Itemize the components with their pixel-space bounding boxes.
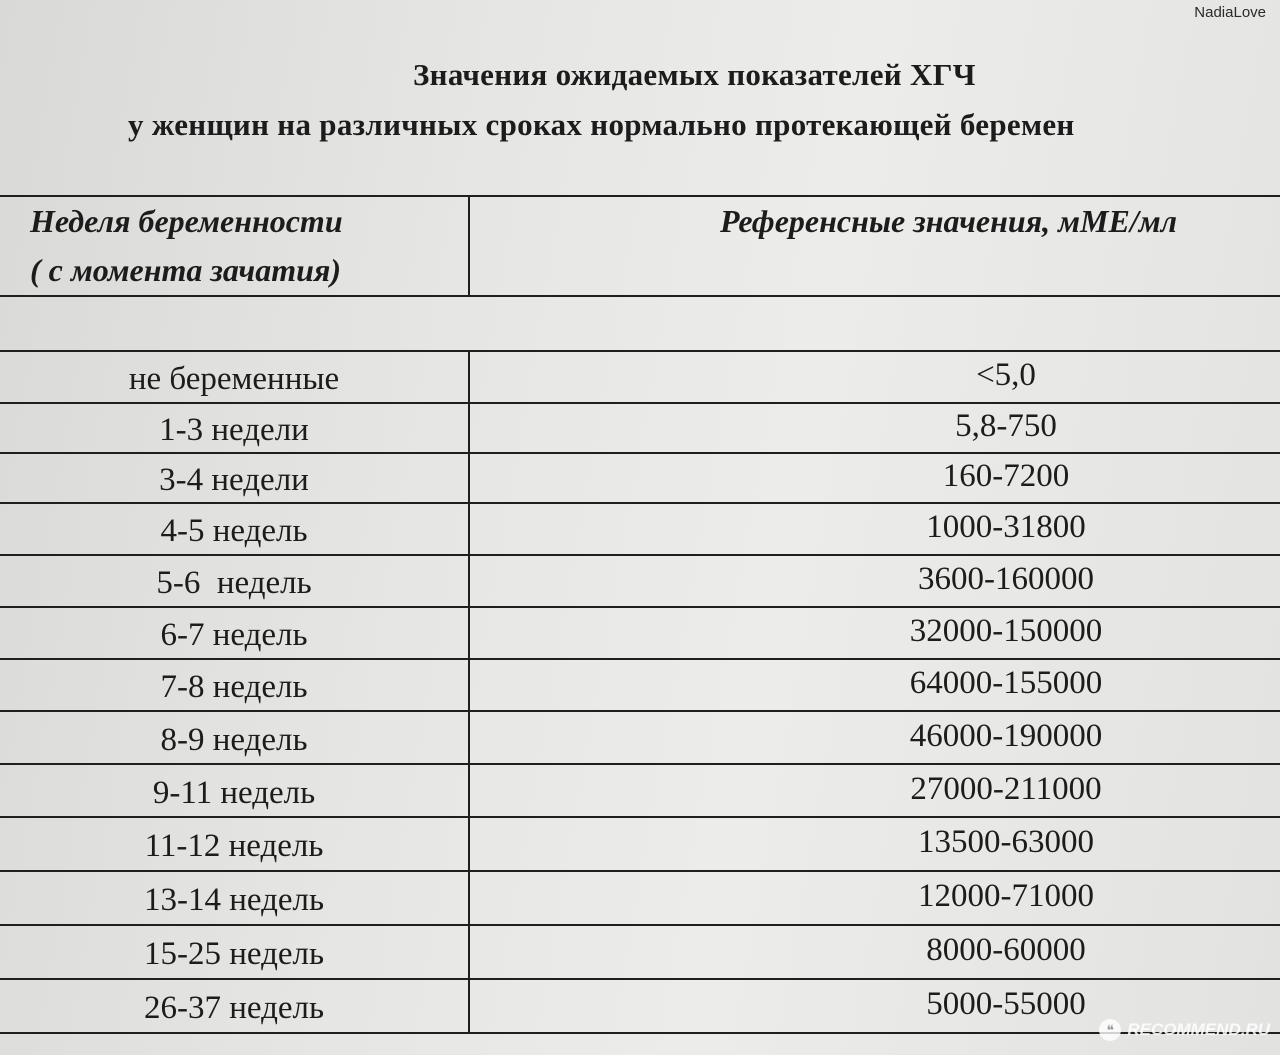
body-top-border <box>0 350 1280 352</box>
table-cell-value: 160-7200 <box>942 458 1070 494</box>
table-top-border <box>0 195 1280 197</box>
header-column-divider <box>468 195 470 297</box>
table-row-border <box>0 978 1280 980</box>
column-header-reference: Референсные значения, мМЕ/мл <box>720 203 1178 239</box>
recommend-logo-icon: ❝ <box>1099 1019 1121 1041</box>
header-bottom-border <box>0 295 1280 297</box>
table-cell-week: 26-37 недель <box>143 990 325 1026</box>
table-row-border <box>0 870 1280 872</box>
table-cell-value: 13500-63000 <box>918 824 1094 860</box>
table-cell-week: 6-7 недель <box>160 617 308 653</box>
table-row-border <box>0 658 1280 660</box>
table-cell-week: 11-12 недель <box>144 828 324 864</box>
table-cell-value: 27000-211000 <box>910 770 1102 807</box>
table-cell-week: 13-14 недель <box>143 882 325 918</box>
table-cell-value: 46000-190000 <box>909 717 1103 754</box>
table-cell-value: 12000-71000 <box>918 878 1094 914</box>
table-cell-week: 5-6 недель <box>156 565 312 601</box>
table-cell-week: 4-5 недель <box>160 513 308 549</box>
table-cell-value: 32000-150000 <box>909 613 1103 649</box>
document-title-line2: у женщин на различных сроках нормально протекающей беремен <box>128 107 1075 142</box>
table-cell-week: 7-8 недель <box>160 669 308 705</box>
table-cell-week: 3-4 недели <box>159 462 309 498</box>
site-watermark-text: RECOMMEND.RU <box>1127 1020 1270 1039</box>
document-title-line1: Значения ожидаемых показателей ХГЧ <box>413 57 976 92</box>
table-cell-value: 8000-60000 <box>926 932 1086 968</box>
column-header-week: Неделя беременности <box>30 203 343 239</box>
table-cell-value: 64000-155000 <box>909 665 1103 701</box>
table-row-border <box>0 606 1280 608</box>
table-row-border <box>0 1032 1280 1034</box>
table-cell-value: 5000-55000 <box>926 986 1086 1022</box>
table-cell-value: 1000-31800 <box>926 509 1086 545</box>
table-cell-week: 1-3 недели <box>159 412 309 448</box>
table-row-border <box>0 763 1280 765</box>
table-row-border <box>0 554 1280 556</box>
site-watermark <box>1099 1019 1270 1041</box>
table-row-border <box>0 924 1280 926</box>
table-row-border <box>0 502 1280 504</box>
column-header-week-note: ( с момента зачатия) <box>30 252 342 288</box>
table-row-border <box>0 452 1280 454</box>
table-cell-week: 15-25 недель <box>143 936 325 972</box>
table-cell-week: не беременные <box>128 360 340 397</box>
table-row-border <box>0 402 1280 404</box>
table-cell-value: 5,8-750 <box>955 408 1057 444</box>
table-cell-week: 8-9 недель <box>160 721 308 758</box>
table-cell-week: 9-11 недель <box>152 774 316 811</box>
table-cell-value: <5,0 <box>976 356 1036 393</box>
author-watermark: NadiaLove <box>1194 4 1266 21</box>
table-cell-value: 3600-160000 <box>918 561 1094 597</box>
table-row-border <box>0 710 1280 712</box>
table-row-border <box>0 816 1280 818</box>
